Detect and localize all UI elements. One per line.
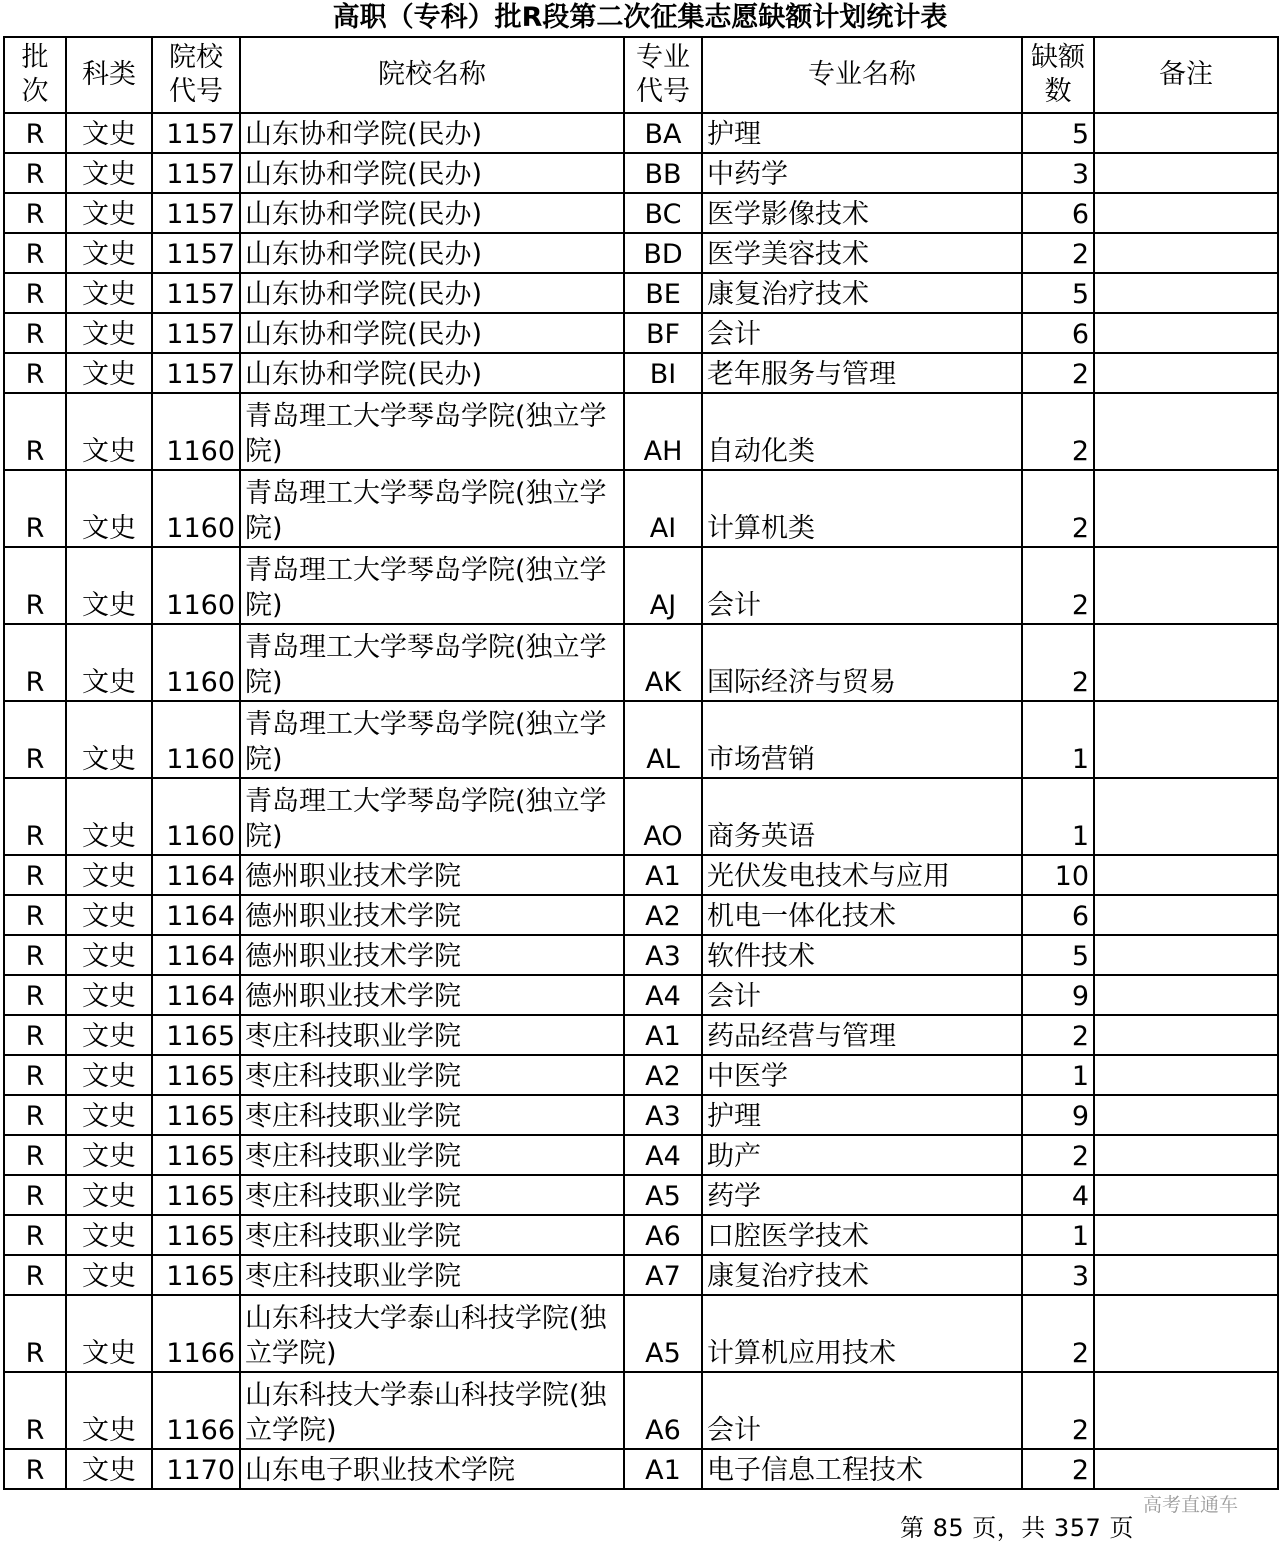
table-row: [4, 1175, 1278, 1215]
cell-major-code: A1: [624, 1015, 702, 1055]
table-row: [4, 1372, 1278, 1449]
cell-major-code: A5: [624, 1295, 702, 1372]
cell-school-name: 山东协和学院(民办): [240, 153, 624, 193]
cell-category: 文史: [66, 975, 152, 1015]
cell-major-code: AL: [624, 701, 702, 778]
cell-school-name: 枣庄科技职业学院: [240, 1175, 624, 1215]
cell-school-name: 山东协和学院(民办): [240, 113, 624, 153]
table-row: [4, 935, 1278, 975]
cell-school-code: 1157: [152, 233, 240, 273]
cell-category: 文史: [66, 895, 152, 935]
cell-major-name: 计算机应用技术: [702, 1295, 1022, 1372]
cell-batch: R: [4, 624, 66, 701]
cell-remarks: [1094, 547, 1278, 624]
cell-remarks: [1094, 975, 1278, 1015]
cell-major-name: 自动化类: [702, 393, 1022, 470]
table-row: [4, 1135, 1278, 1175]
table-row: [4, 624, 1278, 701]
cell-major-name: 护理: [702, 1095, 1022, 1135]
table-header-row: [4, 37, 1278, 113]
cell-batch: R: [4, 1215, 66, 1255]
cell-major-code: BB: [624, 153, 702, 193]
cell-batch: R: [4, 193, 66, 233]
cell-batch: R: [4, 1135, 66, 1175]
table-row: [4, 1095, 1278, 1135]
cell-major-code: A2: [624, 895, 702, 935]
cell-vacancies: 2: [1022, 353, 1094, 393]
cell-vacancies: 2: [1022, 1372, 1094, 1449]
header-school-code: 院校代号: [152, 37, 240, 113]
table-row: [4, 1015, 1278, 1055]
watermark: 高考直通车: [1143, 1494, 1239, 1516]
cell-major-name: 中药学: [702, 153, 1022, 193]
cell-major-code: A7: [624, 1255, 702, 1295]
cell-major-name: 光伏发电技术与应用: [702, 855, 1022, 895]
cell-vacancies: 2: [1022, 393, 1094, 470]
cell-school-name: 枣庄科技职业学院: [240, 1095, 624, 1135]
cell-school-code: 1164: [152, 855, 240, 895]
cell-remarks: [1094, 1135, 1278, 1175]
cell-remarks: [1094, 1295, 1278, 1372]
cell-school-code: 1165: [152, 1095, 240, 1135]
cell-school-name: 枣庄科技职业学院: [240, 1135, 624, 1175]
cell-batch: R: [4, 855, 66, 895]
cell-major-name: 计算机类: [702, 470, 1022, 547]
cell-category: 文史: [66, 273, 152, 313]
cell-school-code: 1160: [152, 547, 240, 624]
cell-category: 文史: [66, 393, 152, 470]
cell-major-name: 老年服务与管理: [702, 353, 1022, 393]
cell-major-name: 助产: [702, 1135, 1022, 1175]
cell-vacancies: 2: [1022, 1135, 1094, 1175]
cell-school-code: 1160: [152, 624, 240, 701]
cell-school-name: 山东协和学院(民办): [240, 353, 624, 393]
cell-major-name: 机电一体化技术: [702, 895, 1022, 935]
cell-vacancies: 1: [1022, 778, 1094, 855]
cell-school-code: 1157: [152, 273, 240, 313]
cell-major-name: 会计: [702, 975, 1022, 1015]
table-row: [4, 975, 1278, 1015]
cell-vacancies: 6: [1022, 895, 1094, 935]
cell-school-code: 1166: [152, 1372, 240, 1449]
cell-vacancies: 3: [1022, 153, 1094, 193]
cell-school-name: 青岛理工大学琴岛学院(独立学院): [240, 393, 624, 470]
cell-category: 文史: [66, 313, 152, 353]
cell-school-code: 1164: [152, 935, 240, 975]
cell-school-name: 枣庄科技职业学院: [240, 1055, 624, 1095]
cell-category: 文史: [66, 935, 152, 975]
table-row: [4, 547, 1278, 624]
cell-school-code: 1164: [152, 895, 240, 935]
cell-category: 文史: [66, 778, 152, 855]
cell-vacancies: 5: [1022, 113, 1094, 153]
header-major-name: 专业名称: [702, 37, 1022, 113]
cell-category: 文史: [66, 547, 152, 624]
cell-remarks: [1094, 1015, 1278, 1055]
table-row: [4, 778, 1278, 855]
cell-school-name: 山东协和学院(民办): [240, 233, 624, 273]
vacancy-table: [3, 36, 1279, 1490]
cell-batch: R: [4, 153, 66, 193]
cell-major-name: 康复治疗技术: [702, 273, 1022, 313]
cell-major-name: 护理: [702, 113, 1022, 153]
cell-vacancies: 6: [1022, 313, 1094, 353]
cell-batch: R: [4, 273, 66, 313]
cell-school-code: 1165: [152, 1015, 240, 1055]
cell-remarks: [1094, 1055, 1278, 1095]
cell-category: 文史: [66, 1295, 152, 1372]
cell-school-code: 1157: [152, 353, 240, 393]
cell-vacancies: 2: [1022, 470, 1094, 547]
header-school-name: 院校名称: [240, 37, 624, 113]
header-batch: 批次: [4, 37, 66, 113]
cell-batch: R: [4, 313, 66, 353]
cell-school-code: 1166: [152, 1295, 240, 1372]
cell-batch: R: [4, 233, 66, 273]
cell-category: 文史: [66, 113, 152, 153]
cell-vacancies: 5: [1022, 273, 1094, 313]
cell-school-name: 山东电子职业技术学院: [240, 1449, 624, 1489]
cell-major-name: 会计: [702, 547, 1022, 624]
cell-major-name: 中医学: [702, 1055, 1022, 1095]
cell-major-name: 药学: [702, 1175, 1022, 1215]
cell-vacancies: 4: [1022, 1175, 1094, 1215]
cell-major-name: 口腔医学技术: [702, 1215, 1022, 1255]
cell-remarks: [1094, 113, 1278, 153]
header-major-code: 专业代号: [624, 37, 702, 113]
cell-remarks: [1094, 1449, 1278, 1489]
cell-school-name: 山东科技大学泰山科技学院(独立学院): [240, 1295, 624, 1372]
cell-major-code: AJ: [624, 547, 702, 624]
cell-school-code: 1165: [152, 1135, 240, 1175]
table-row: [4, 895, 1278, 935]
table-row: [4, 855, 1278, 895]
cell-school-code: 1165: [152, 1215, 240, 1255]
cell-major-name: 医学美容技术: [702, 233, 1022, 273]
page-footer: 第 85 页，共 357 页: [900, 1514, 1134, 1542]
cell-major-code: BI: [624, 353, 702, 393]
cell-school-name: 青岛理工大学琴岛学院(独立学院): [240, 547, 624, 624]
table-row: [4, 393, 1278, 470]
cell-vacancies: 1: [1022, 1055, 1094, 1095]
cell-remarks: [1094, 778, 1278, 855]
cell-school-name: 德州职业技术学院: [240, 855, 624, 895]
cell-remarks: [1094, 470, 1278, 547]
cell-school-code: 1165: [152, 1055, 240, 1095]
cell-vacancies: 2: [1022, 547, 1094, 624]
table-row: [4, 233, 1278, 273]
cell-remarks: [1094, 1095, 1278, 1135]
cell-remarks: [1094, 353, 1278, 393]
table-row: [4, 353, 1278, 393]
cell-major-code: A6: [624, 1372, 702, 1449]
cell-vacancies: 2: [1022, 233, 1094, 273]
cell-school-name: 青岛理工大学琴岛学院(独立学院): [240, 624, 624, 701]
cell-major-code: A4: [624, 1135, 702, 1175]
cell-major-code: A4: [624, 975, 702, 1015]
cell-remarks: [1094, 273, 1278, 313]
cell-major-code: A6: [624, 1215, 702, 1255]
cell-category: 文史: [66, 193, 152, 233]
cell-school-code: 1165: [152, 1255, 240, 1295]
cell-school-code: 1157: [152, 113, 240, 153]
cell-major-code: BD: [624, 233, 702, 273]
table-row: [4, 313, 1278, 353]
cell-category: 文史: [66, 701, 152, 778]
cell-category: 文史: [66, 1095, 152, 1135]
cell-school-name: 山东科技大学泰山科技学院(独立学院): [240, 1372, 624, 1449]
header-vacancies: 缺额数: [1022, 37, 1094, 113]
cell-major-code: A1: [624, 855, 702, 895]
cell-vacancies: 1: [1022, 701, 1094, 778]
cell-school-code: 1157: [152, 313, 240, 353]
cell-remarks: [1094, 855, 1278, 895]
cell-major-code: BF: [624, 313, 702, 353]
cell-major-name: 药品经营与管理: [702, 1015, 1022, 1055]
cell-batch: R: [4, 935, 66, 975]
cell-school-code: 1160: [152, 701, 240, 778]
table-row: [4, 193, 1278, 233]
table-row: [4, 1255, 1278, 1295]
cell-major-name: 市场营销: [702, 701, 1022, 778]
cell-major-code: BA: [624, 113, 702, 153]
cell-vacancies: 10: [1022, 855, 1094, 895]
page-title: 高职（专科）批R段第二次征集志愿缺额计划统计表: [332, 2, 948, 33]
table-row: [4, 1055, 1278, 1095]
cell-category: 文史: [66, 470, 152, 547]
cell-vacancies: 2: [1022, 624, 1094, 701]
cell-vacancies: 1: [1022, 1215, 1094, 1255]
cell-school-code: 1170: [152, 1449, 240, 1489]
cell-school-name: 山东协和学院(民办): [240, 313, 624, 353]
cell-vacancies: 3: [1022, 1255, 1094, 1295]
cell-remarks: [1094, 393, 1278, 470]
cell-batch: R: [4, 353, 66, 393]
cell-category: 文史: [66, 1372, 152, 1449]
cell-major-code: AK: [624, 624, 702, 701]
cell-major-code: A2: [624, 1055, 702, 1095]
cell-school-name: 山东协和学院(民办): [240, 193, 624, 233]
cell-batch: R: [4, 1255, 66, 1295]
cell-major-code: AO: [624, 778, 702, 855]
cell-school-name: 枣庄科技职业学院: [240, 1255, 624, 1295]
cell-batch: R: [4, 1095, 66, 1135]
cell-major-code: A3: [624, 1095, 702, 1135]
cell-batch: R: [4, 975, 66, 1015]
cell-category: 文史: [66, 233, 152, 273]
cell-category: 文史: [66, 1175, 152, 1215]
cell-batch: R: [4, 1175, 66, 1215]
cell-category: 文史: [66, 624, 152, 701]
cell-major-code: BC: [624, 193, 702, 233]
cell-school-name: 枣庄科技职业学院: [240, 1215, 624, 1255]
cell-major-name: 国际经济与贸易: [702, 624, 1022, 701]
cell-category: 文史: [66, 153, 152, 193]
cell-school-code: 1164: [152, 975, 240, 1015]
cell-batch: R: [4, 547, 66, 624]
cell-batch: R: [4, 701, 66, 778]
table-row: [4, 273, 1278, 313]
cell-category: 文史: [66, 1055, 152, 1095]
cell-vacancies: 2: [1022, 1449, 1094, 1489]
table-row: [4, 1449, 1278, 1489]
cell-remarks: [1094, 233, 1278, 273]
cell-batch: R: [4, 778, 66, 855]
cell-batch: R: [4, 393, 66, 470]
cell-school-name: 枣庄科技职业学院: [240, 1015, 624, 1055]
table-row: [4, 113, 1278, 153]
cell-batch: R: [4, 1449, 66, 1489]
table-row: [4, 1295, 1278, 1372]
cell-vacancies: 6: [1022, 193, 1094, 233]
cell-school-code: 1160: [152, 393, 240, 470]
cell-batch: R: [4, 470, 66, 547]
cell-major-code: A3: [624, 935, 702, 975]
table-row: [4, 1215, 1278, 1255]
cell-category: 文史: [66, 855, 152, 895]
cell-batch: R: [4, 895, 66, 935]
cell-category: 文史: [66, 1015, 152, 1055]
cell-category: 文史: [66, 1255, 152, 1295]
cell-major-name: 医学影像技术: [702, 193, 1022, 233]
cell-major-name: 会计: [702, 313, 1022, 353]
cell-remarks: [1094, 701, 1278, 778]
cell-remarks: [1094, 1215, 1278, 1255]
header-category: 科类: [66, 37, 152, 113]
table-row: [4, 470, 1278, 547]
cell-remarks: [1094, 1175, 1278, 1215]
cell-school-name: 青岛理工大学琴岛学院(独立学院): [240, 778, 624, 855]
cell-school-name: 德州职业技术学院: [240, 935, 624, 975]
cell-major-code: A5: [624, 1175, 702, 1215]
cell-school-name: 青岛理工大学琴岛学院(独立学院): [240, 470, 624, 547]
cell-remarks: [1094, 193, 1278, 233]
cell-major-code: A1: [624, 1449, 702, 1489]
cell-category: 文史: [66, 1449, 152, 1489]
table-row: [4, 153, 1278, 193]
cell-batch: R: [4, 1295, 66, 1372]
cell-vacancies: 9: [1022, 975, 1094, 1015]
cell-school-name: 德州职业技术学院: [240, 895, 624, 935]
cell-school-name: 山东协和学院(民办): [240, 273, 624, 313]
cell-major-name: 电子信息工程技术: [702, 1449, 1022, 1489]
cell-category: 文史: [66, 1215, 152, 1255]
cell-school-code: 1165: [152, 1175, 240, 1215]
cell-batch: R: [4, 1055, 66, 1095]
cell-vacancies: 2: [1022, 1015, 1094, 1055]
cell-major-name: 软件技术: [702, 935, 1022, 975]
cell-batch: R: [4, 1015, 66, 1055]
cell-batch: R: [4, 1372, 66, 1449]
cell-batch: R: [4, 113, 66, 153]
cell-category: 文史: [66, 353, 152, 393]
cell-school-code: 1157: [152, 193, 240, 233]
cell-school-name: 德州职业技术学院: [240, 975, 624, 1015]
cell-major-code: AI: [624, 470, 702, 547]
table-row: [4, 701, 1278, 778]
cell-school-code: 1157: [152, 153, 240, 193]
cell-school-code: 1160: [152, 470, 240, 547]
cell-major-name: 会计: [702, 1372, 1022, 1449]
cell-vacancies: 5: [1022, 935, 1094, 975]
cell-remarks: [1094, 624, 1278, 701]
cell-school-name: 青岛理工大学琴岛学院(独立学院): [240, 701, 624, 778]
cell-remarks: [1094, 313, 1278, 353]
cell-category: 文史: [66, 1135, 152, 1175]
cell-major-code: AH: [624, 393, 702, 470]
cell-remarks: [1094, 935, 1278, 975]
cell-major-name: 商务英语: [702, 778, 1022, 855]
cell-school-code: 1160: [152, 778, 240, 855]
cell-remarks: [1094, 153, 1278, 193]
cell-major-name: 康复治疗技术: [702, 1255, 1022, 1295]
cell-remarks: [1094, 1255, 1278, 1295]
cell-vacancies: 9: [1022, 1095, 1094, 1135]
cell-major-code: BE: [624, 273, 702, 313]
cell-remarks: [1094, 895, 1278, 935]
cell-remarks: [1094, 1372, 1278, 1449]
header-remarks: 备注: [1094, 37, 1278, 113]
cell-vacancies: 2: [1022, 1295, 1094, 1372]
